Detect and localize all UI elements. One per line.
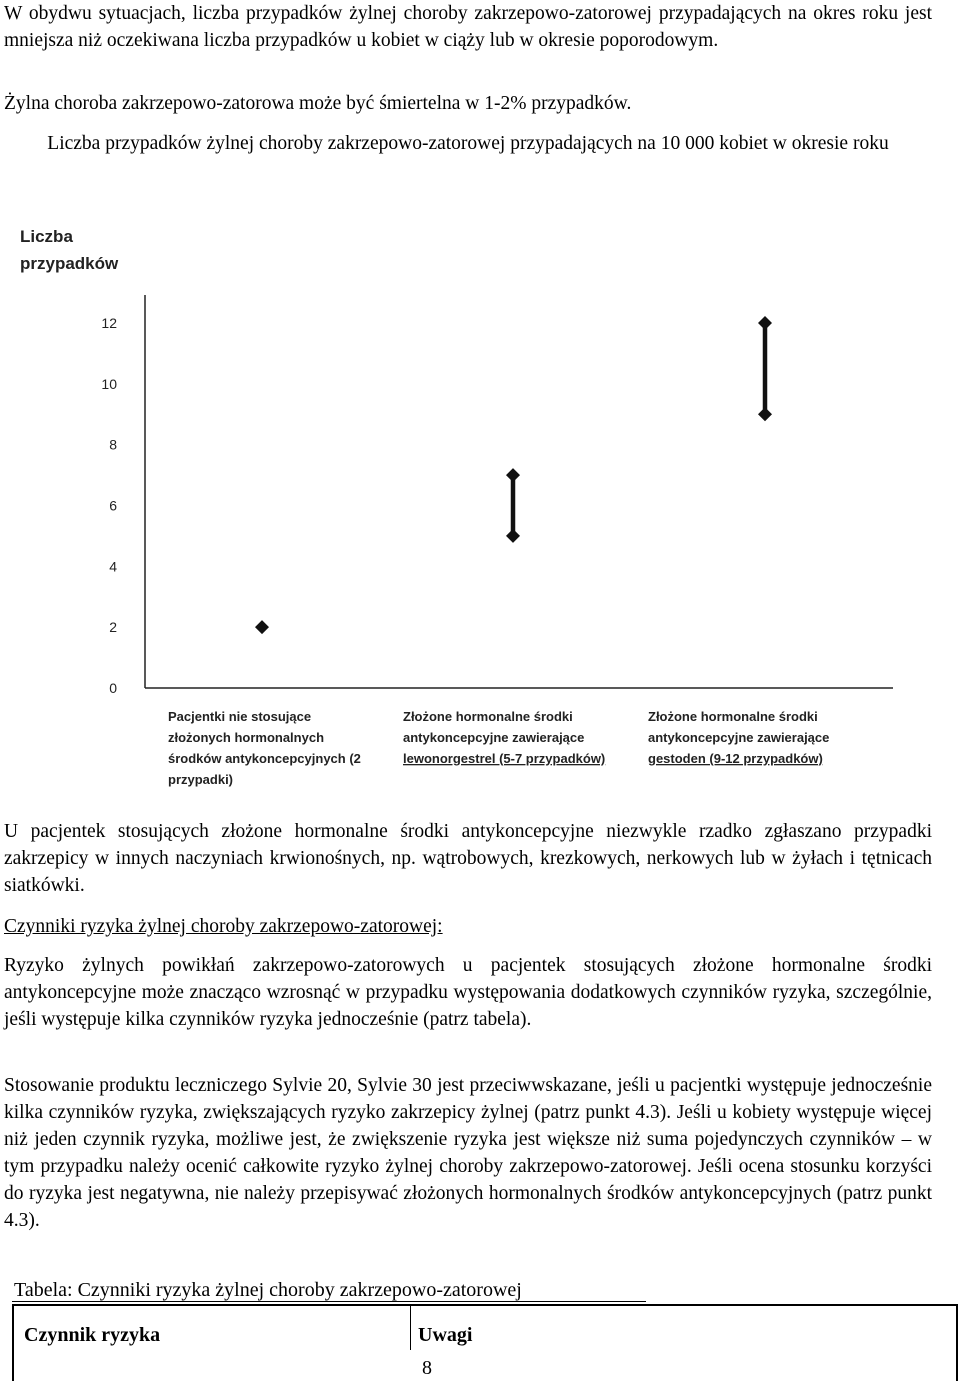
table-column-divider [410,1306,411,1350]
thrombosis-paragraph: U pacjentek stosujących złożone hormonalne środki antykoncepcyjne niezwykle rzadko zgłaszano przypadki zakrzepicy w innych naczyniach krwionośnych, np. wątrobowych, krezkowych, nerkowych lub w żyłach i tętnicach siatkówki. [4,821,932,896]
x-category-label: antykoncepcyjne zawierające [403,730,585,745]
x-category-label: Złożone hormonalne środki [648,709,818,724]
table-title: Tabela: Czynniki ryzyka żylnej choroby zakrzepowo-zatorowej [14,1279,522,1301]
x-category-label: przypadki) [168,772,234,787]
contraindication-paragraph: Stosowanie produktu leczniczego Sylvie 20, Sylvie 30 jest przeciwwskazane, jeśli u pacjentki występuje jednocześnie kilka czynników ryzyka, zwiększających ryzyko zakrzepicy żylnej (patrz punkt 4.3). Jeśli u kobiety występuje więcej niż jeden czynnik ryzyka, możliwe jest, że zwiększenie ryzyka jest większe niż suma pojedynczych czynników – w tym przypadku należy ocenić całkowite ryzyko żylnej choroby zakrzepowo-zatorowej. Jeśli ocena stosunku korzyści do ryzyka jest negatywna, nie należy przepisywać złożonych hormonalnych środków antykoncepcyjnych (patrz punkt 4.3). [4,1075,932,1231]
risk-factors-heading: Czynniki ryzyka żylnej choroby zakrzepowo-zatorowej: [4,916,443,937]
table-header-risk-factor: Czynnik ryzyka [24,1324,161,1346]
y-tick-label: 10 [101,375,117,392]
y-tick-label: 0 [109,680,117,696]
y-tick-label: 12 [101,315,117,331]
x-category-label: złożonych hormonalnych [168,730,325,745]
y-tick-label: 4 [109,558,117,575]
y-axis-label-line1: Liczba [20,227,73,246]
x-category-label: Pacjentki nie stosujące [168,709,312,724]
y-axis-label-line2: przypadków [20,254,119,273]
table-header-notes: Uwagi [418,1324,473,1346]
y-tick-label: 8 [109,436,117,453]
x-category-label: środków antykoncepcyjnych (2 [168,751,361,766]
vte-incidence-chart [0,205,960,805]
mortality-paragraph: Żylna choroba zakrzepowo-zatorowa może być śmiertelna w 1-2% przypadków. [4,93,632,114]
chart-title: Liczba przypadków żylnej choroby zakrzepowo-zatorowej przypadających na 10 000 kobiet w okresie roku [47,133,889,154]
range-high-marker [506,468,520,482]
range-low-marker [758,407,772,421]
range-high-marker [758,316,772,330]
risk-factors-table [12,1304,958,1381]
x-category-label: lewonorgestrel (5-7 przypadków) [403,751,606,766]
range-high-marker [255,620,269,634]
table-title-underline [12,1301,646,1302]
y-tick-label: 6 [109,497,117,514]
range-low-marker [506,529,520,543]
y-tick-label: 2 [109,619,117,636]
intro-paragraph: W obydwu sytuacjach, liczba przypadków żylnej choroby zakrzepowo-zatorowej przypadających na okres roku jest mniejsza niż oczekiwana liczba przypadków u kobiet w ciąży lub w okresie poporodowym. [4,3,932,51]
x-category-label: gestoden (9-12 przypadków) [648,751,823,766]
risk-factors-paragraph: Ryzyko żylnych powikłań zakrzepowo-zatorowych u pacjentek stosujących złożone hormonalne środki antykoncepcyjne może znacząco wzrosnąć w przypadku występowania dodatkowych czynników ryzyka, szczególnie, jeśli występuje kilka czynników ryzyka jednocześnie (patrz tabela). [4,955,932,1030]
x-category-label: antykoncepcyjne zawierające [648,730,830,745]
x-category-label: Złożone hormonalne środki [403,709,573,724]
page-number: 8 [422,1357,432,1379]
